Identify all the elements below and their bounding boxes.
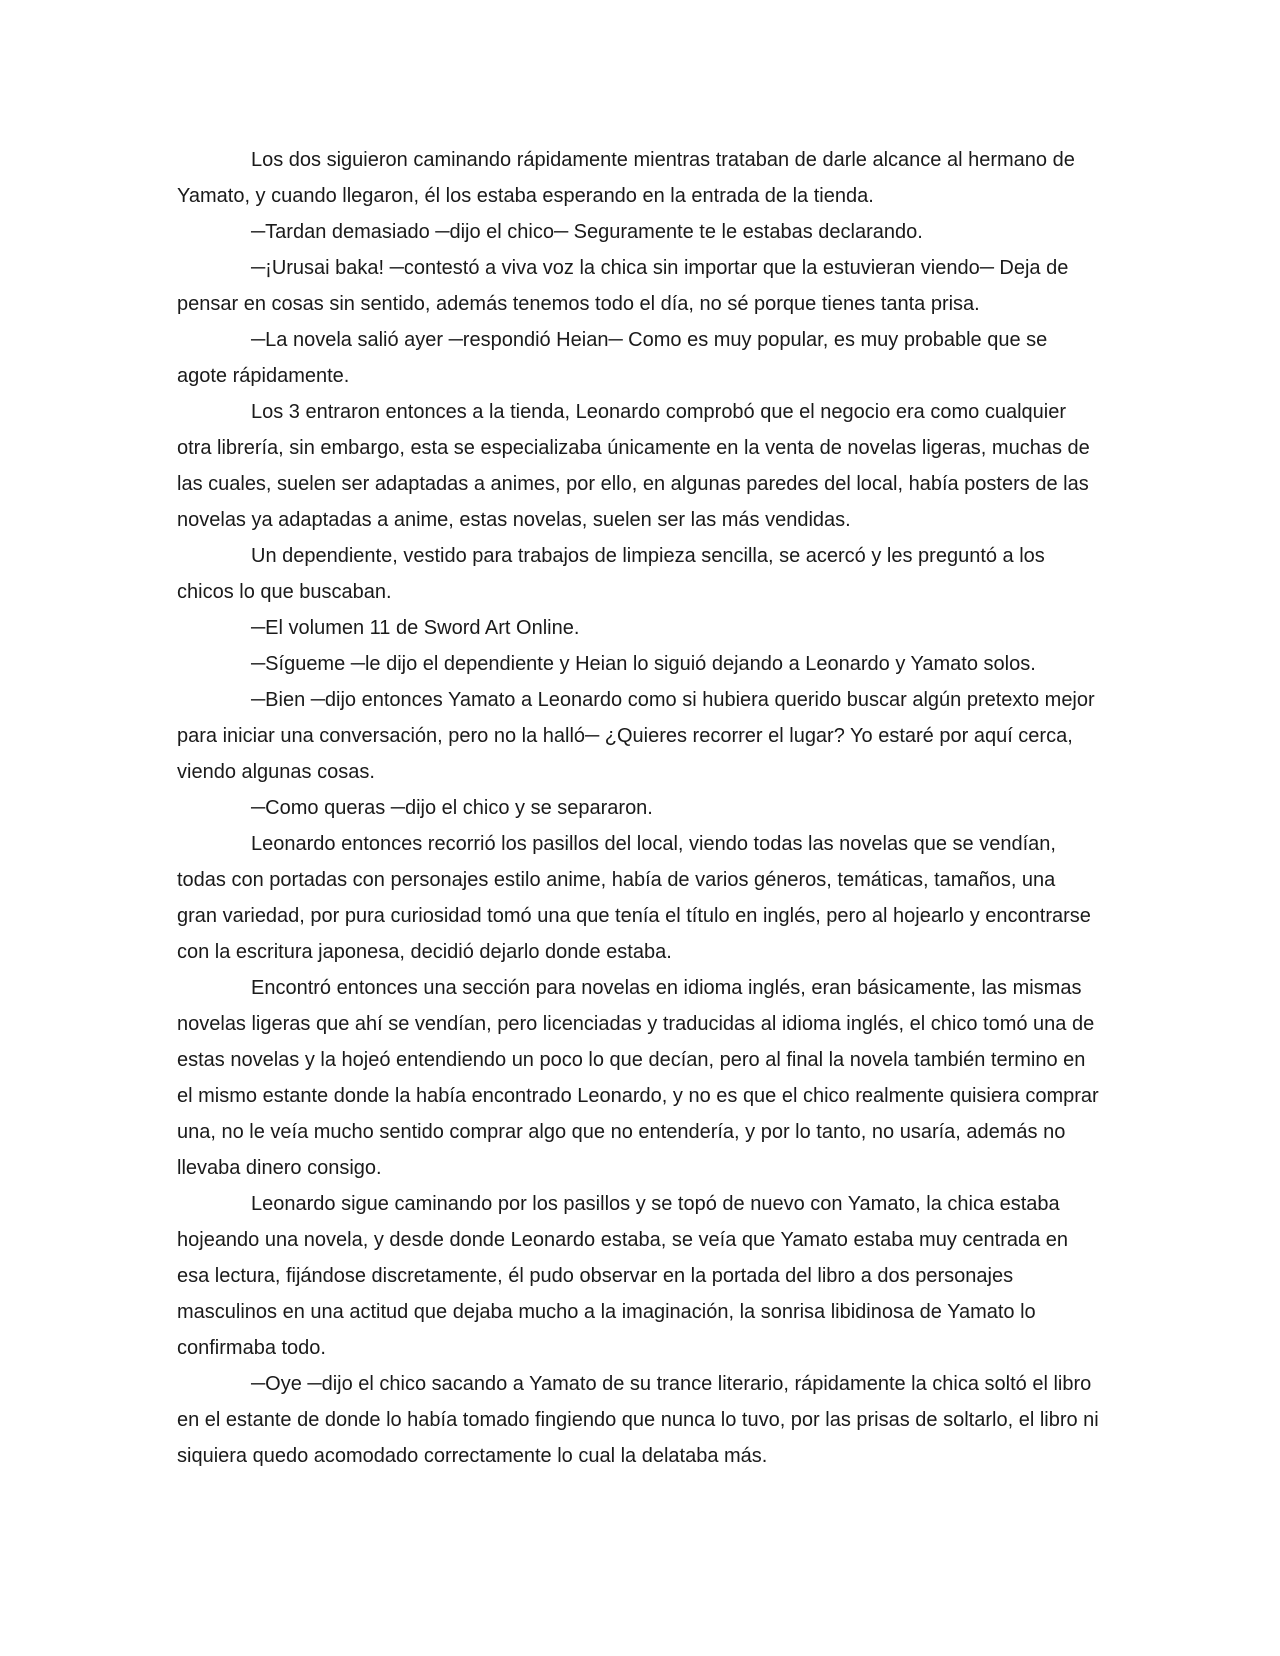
paragraph: Encontró entonces una sección para novelas en idioma inglés, eran básicamente, las mismas novelas ligeras que ahí se vendían, pero licenciadas y traducidas al idioma inglés, el chico tomó una de estas novelas y la hojeó entendiendo un poco lo que decían, pero al final la novela también termino en el mismo estante donde la había encontrado Leonardo, y no es que el chico realmente quisiera comprar una, no le veía mucho sentido comprar algo que no entendería, y por lo tanto, no usaría, además no llevaba dinero consigo.: [177, 977, 1099, 1179]
paragraph: Un dependiente, vestido para trabajos de limpieza sencilla, se acercó y les preguntó a los chicos lo que buscaban.: [177, 545, 1045, 603]
document-body: [177, 142, 1100, 1474]
paragraph: ─Sígueme ─le dijo el dependiente y Heian lo siguió dejando a Leonardo y Yamato solos.: [251, 653, 1036, 675]
paragraph: ─Como queras ─dijo el chico y se separaron.: [251, 797, 653, 819]
paragraph: ─Bien ─dijo entonces Yamato a Leonardo como si hubiera querido buscar algún pretexto mejor para iniciar una conversación, pero no la halló─ ¿Quieres recorrer el lugar? Yo estaré por aquí cerca, viendo algunas cosas.: [177, 689, 1095, 783]
paragraph: ─¡Urusai baka! ─contestó a viva voz la chica sin importar que la estuvieran viendo─ Deja de pensar en cosas sin sentido, además tenemos todo el día, no sé porque tienes tanta prisa.: [177, 257, 1069, 315]
paragraph: ─Oye ─dijo el chico sacando a Yamato de su trance literario, rápidamente la chica soltó el libro en el estante de donde lo había tomado fingiendo que nunca lo tuvo, por las prisas de soltarlo, el libro ni siquiera quedo acomodado correctamente lo cual la delataba más.: [177, 1373, 1099, 1467]
paragraph: Los 3 entraron entonces a la tienda, Leonardo comprobó que el negocio era como cualquier otra librería, sin embargo, esta se especializaba únicamente en la venta de novelas ligeras, muchas de las cuales, suelen ser adaptadas a animes, por ello, en algunas paredes del local, había posters de las novelas ya adaptadas a anime, estas novelas, suelen ser las más vendidas.: [177, 401, 1090, 531]
paragraph: Leonardo sigue caminando por los pasillos y se topó de nuevo con Yamato, la chica estaba hojeando una novela, y desde donde Leonardo estaba, se veía que Yamato estaba muy centrada en esa lectura, fijándose discretamente, él pudo observar en la portada del libro a dos personajes masculinos en una actitud que dejaba mucho a la imaginación, la sonrisa libidinosa de Yamato lo confirmaba todo.: [177, 1193, 1069, 1359]
paragraph: Leonardo entonces recorrió los pasillos del local, viendo todas las novelas que se vendían, todas con portadas con personajes estilo anime, había de varios géneros, temáticas, tamaños, una gran variedad, por pura curiosidad tomó una que tenía el título en inglés, pero al hojearlo y encontrarse con la escritura japonesa, decidió dejarlo donde estaba.: [177, 833, 1091, 963]
paragraph: ─Tardan demasiado ─dijo el chico─ Seguramente te le estabas declarando.: [251, 221, 923, 243]
paragraph: ─La novela salió ayer ─respondió Heian─ Como es muy popular, es muy probable que se agote rápidamente.: [177, 329, 1048, 387]
paragraph: Los dos siguieron caminando rápidamente mientras trataban de darle alcance al hermano de Yamato, y cuando llegaron, él los estaba esperando en la entrada de la tienda.: [177, 149, 1075, 207]
paragraph: ─El volumen 11 de Sword Art Online.: [251, 617, 580, 639]
